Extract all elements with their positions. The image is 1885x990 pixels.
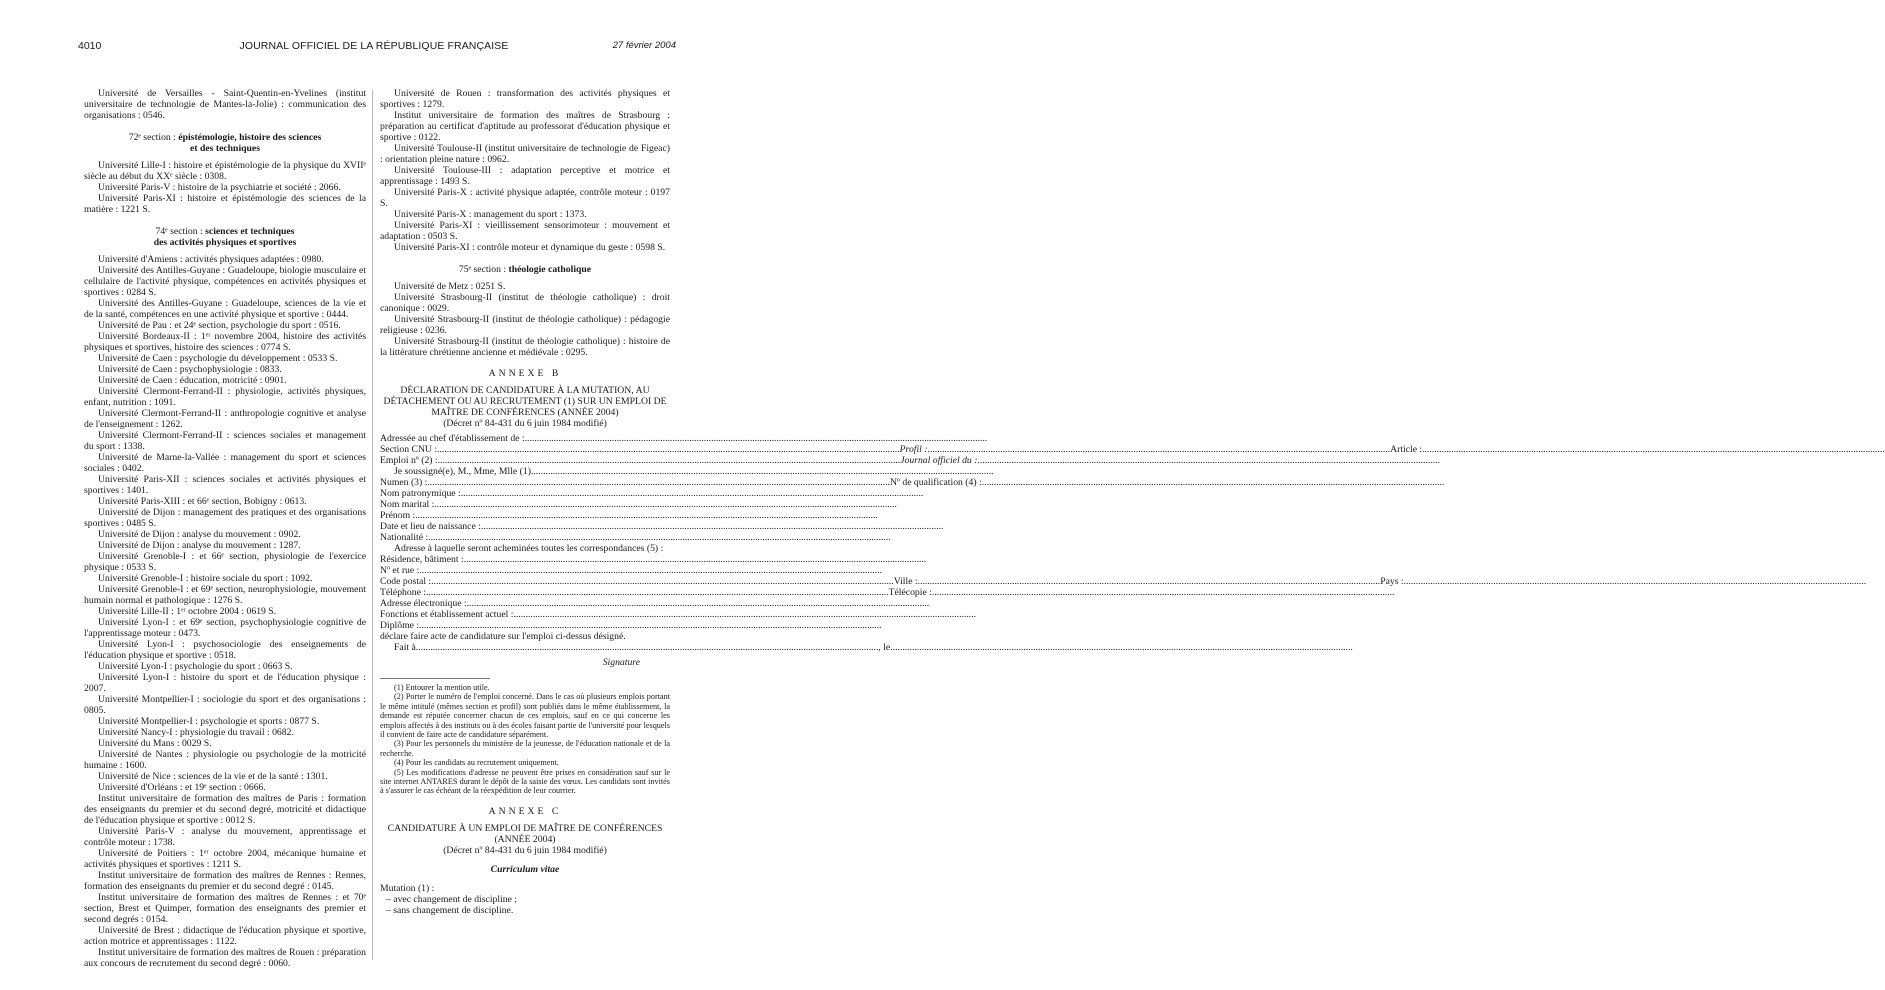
list-item: Université Paris-XI : vieillissement sensorimoteur : mouvement et adaptation : 0503 S. [380,220,670,242]
annexe-b-title: DÉCLARATION DE CANDIDATURE À LA MUTATION, AU DÉTACHEMENT OU AU RECRUTEMENT (1) SUR UN EMPLOI DE MAÎTRE DE CONFÉRENCES (ANNÉE 2004) [383,385,667,418]
form-line-fait-a: Fait à ............................................................................................................................................................................................... , le ............................................................................................................................................................................................... [394,642,1353,653]
footnote-rule [380,678,490,679]
list-item: Université de Dijon : analyse du mouvement : 1287. [98,540,301,551]
paragraph: Université de Versailles - Saint-Quentin-en-Yvelines (institut universitaire de technologie de Mantes-la-Jolie) : communication des organisations : 0546. [84,88,366,121]
form-line-diplome: Diplôme : ............................................................................................................................................................................................... [380,620,882,631]
mutation-label: Mutation (1) : [380,882,435,894]
list-item: Université Paris-XI : histoire et épistémologie des sciences de la matière : 1221 S. [84,193,366,215]
form-line-emploi: Emploi nº (2) : ............................................................................................................................................................................................... Journal officiel du : ............................................................................................................................................................................................... [380,455,1440,466]
right-column [380,88,1885,916]
form-line-adresse-correspondance: Adresse à laquelle seront acheminées toutes les correspondances (5) : [394,543,664,554]
list-item: Université Lyon-I : psychosociologie des enseignements de l'éducation physique et sportive : 0518. [84,639,366,661]
list-item: Université de Metz : 0251 S. [394,281,506,292]
footnote: (5) Les modifications d'adresse ne peuvent être prises en considération sauf sur le site internet ANTARES durant le dépôt de la saisie des vœux. Les candidats sont invités à s'assurer le cas échéant de la réexpédition de leur courrier. [380,767,670,796]
form-line-telephone: Téléphone : ............................................................................................................................................................................................... Télécopie : ............................................................................................................................................................................................... [380,587,1395,598]
section-72-list [84,160,366,215]
list-item: Université Strasbourg-II (institut de théologie catholique) : histoire de la littérature chrétienne ancienne et médiévale : 0295. [380,336,670,358]
list-item: Université d'Amiens : activités physiques adaptées : 0980. [98,254,324,265]
form-line-nationalite: Nationalité : ............................................................................................................................................................................................... [380,532,891,543]
form-line-nom-patronymique: Nom patronymique : ............................................................................................................................................................................................... [380,488,924,499]
section-74-continued-list [380,88,670,253]
list-item: Université Paris-V : histoire de la psychiatrie et société : 2066. [98,182,341,193]
list-item: Université des Antilles-Guyane : Guadeloupe, biologie musculaire et cellulaire de l'activité physique, compétences en activités physiques et sportives : 0284 S. [84,265,366,298]
form-line-residence: Résidence, bâtiment : ............................................................................................................................................................................................... [380,554,927,565]
annexe-b-decree: (Décret nº 84-431 du 6 juin 1984 modifié) [443,418,607,429]
list-item: Université Paris-V : analyse du mouvement, apprentissage et contrôle moteur : 1738. [84,826,366,848]
form-line-soussigne: Je soussigné(e), M., Mme, Mlle (1) ............................................................................................................................................................................................... [394,466,994,477]
left-column [84,88,366,969]
form-line-email: Adresse électronique : ............................................................................................................................................................................................... [380,598,930,609]
list-item: Université Lille-II : 1ᵉʳ octobre 2004 : 0619 S. [98,606,277,617]
form-line-rue: Nº et rue : ............................................................................................................................................................................................... [380,565,882,576]
list-item: Université Toulouse-II (institut universitaire de technologie de Figeac) : orientation pleine nature : 0962. [380,143,670,165]
form-line-adresse-chef: Adressée au chef d'établissement de : ............................................................................................................................................................................................... [380,433,988,444]
list-item: Université Strasbourg-II (institut de théologie catholique) : pédagogie religieuse : 0236. [380,314,670,336]
form-declaration: déclare faire acte de candidature sur l'emploi ci-dessus désigné. [380,631,626,642]
list-item: Université de Dijon : analyse du mouvement : 0902. [98,529,301,540]
list-item: Université Paris-X : activité physique adaptée, contrôle moteur : 0197 S. [380,187,670,209]
form-line-nom-marital: Nom marital : ............................................................................................................................................................................................... [380,499,897,510]
annexe-c-title: CANDIDATURE À UN EMPLOI DE MAÎTRE DE CONFÉRENCES (ANNÉE 2004) [387,822,663,845]
form-line-code-postal: Code postal : ............................................................................................................................................................................................... Ville : ............................................................................................................................................................................................... Pays : ............................................................................................................................................................................................... [380,576,1867,587]
list-item: Université des Antilles-Guyane : Guadeloupe, sciences de la vie et de la santé, compétences en une activité physique et sportive : 0444. [84,298,366,320]
list-item: Université de Marne-la-Vallée : management du sport et sciences sociales : 0402. [84,452,366,474]
list-item: Université Grenoble-I : et 69ᵉ section, neurophysiologie, mouvement humain normal et pathologique : 1276 S. [84,584,366,606]
list-item: Institut universitaire de formation des maîtres de Rouen : préparation aux concours de recrutement du second degré : 0060. [84,947,366,969]
list-item: Université Lille-I : histoire et épistémologie de la physique du XVIIᵉ siècle au début du XXᵉ siècle : 0308. [84,160,366,182]
list-item: Université de Rouen : transformation des activités physiques et sportives : 1279. [380,88,670,110]
column-divider [372,90,373,960]
annexe-c-decree: (Décret nº 84-431 du 6 juin 1984 modifié) [443,844,607,856]
form-line-section: Section CNU : ............................................................................................................................................................................................... Profil : ............................................................................................................................................................................................... Article : ............................................................................................................................................................................................... [380,444,1885,455]
section-heading-75: 75ᵉ section : théologie catholique [458,264,592,275]
page-header [0,40,748,54]
list-item: Université Montpellier-I : psychologie et sports : 0877 S. [98,716,320,727]
section-heading-72: 72ᵉ section : épistémologie, histoire des sciences et des techniques [128,132,322,154]
list-item: Université Paris-X : management du sport : 1373. [394,209,587,220]
footnote: (4) Pour les candidats au recrutement uniquement. [394,758,559,768]
list-item: Université de Caen : éducation, motricité : 0901. [98,375,287,386]
footnote: (3) Pour les personnels du ministère de la jeunesse, de l'éducation nationale et de la recherche. [380,739,670,758]
form-line-numen: Numen (3) : ............................................................................................................................................................................................... Nº de qualification (4) : ............................................................................................................................................................................................... [380,477,1445,488]
list-item: Université Lyon-I : psychologie du sport : 0663 S. [98,661,293,672]
list-item: Université Strasbourg-II (institut de théologie catholique) : droit canonique : 0029. [380,292,670,314]
candidature-form [380,433,1885,668]
list-item: Université de Brest : didactique de l'éducation physique et sportive, action motrice et apprentissages : 1122. [84,925,366,947]
list-item: Institut universitaire de formation des maîtres de Rennes : et 70ᵉ section, Brest et Quimper, formation des enseignants des premier et second degrés : 0154. [84,892,366,925]
list-item: Institut universitaire de formation des maîtres de Strasbourg : préparation au certificat d'aptitude au professorat d'éducation physique et sportive : 0122. [380,110,670,143]
list-item: Université Grenoble-I : histoire sociale du sport : 1092. [98,573,313,584]
list-item: Université de Nantes : physiologie ou psychologie de la motricité humaine : 1600. [84,749,366,771]
section-74-list [84,254,366,969]
annexe-c-label: ANNEXE C [488,805,562,817]
form-line-fonctions: Fonctions et établissement actuel : ............................................................................................................................................................................................... [380,609,977,620]
section-heading-74: 74ᵉ section : sciences et techniques des activités physiques et sportives [153,226,297,248]
list-item: Université Lyon-I : histoire du sport et de l'éducation physique : 2007. [84,672,366,694]
list-item: Institut universitaire de formation des maîtres de Paris : formation des enseignants du premier et du second degré, motricité et didactique de l'éducation physique et sportive : 0012 S. [84,793,366,826]
list-item: Université Lyon-I : et 69ᵉ section, psychophysiologie cognitive de l'apprentissage moteur : 0473. [84,617,366,639]
page-number: 4010 [78,40,102,52]
mutation-option: – avec changement de discipline ; [386,893,517,905]
list-item: Université Toulouse-III : adaptation perceptive et motrice et apprentissage : 1493 S. [380,165,670,187]
list-item: Université d'Orléans : et 19ᵉ section : 0666. [98,782,266,793]
annexe-b-label: ANNEXE B [488,368,562,379]
form-line-naissance: Date et lieu de naissance : ............................................................................................................................................................................................... [380,521,944,532]
list-item: Université Clermont-Ferrand-II : anthropologie cognitive et analyse de l'enseignement : 1262. [84,408,366,430]
footnote: (1) Entourer la mention utile. [394,683,490,692]
list-item: Université Clermont-Ferrand-II : sciences sociales et management du sport : 1338. [84,430,366,452]
list-item: Université du Mans : 0029 S. [98,738,212,749]
mutation-option: – sans changement de discipline. [386,904,514,916]
section-75-list [380,281,670,358]
list-item: Université de Caen : psychophysiologie : 0833. [98,364,282,375]
curriculum-vitae-heading: Curriculum vitae [490,863,560,875]
list-item: Université de Caen : psychologie du développement : 0533 S. [98,353,338,364]
list-item: Université de Nice : sciences de la vie et de la santé : 1301. [98,771,328,782]
list-item: Université Bordeaux-II : 1ᵉʳ novembre 2004, histoire des activités physiques et sportives, histoire des sciences : 0774 S. [84,331,366,353]
list-item: Université de Poitiers : 1ᵉʳ octobre 2004, mécanique humaine et activités physiques et sportives : 1211 S. [84,848,366,870]
list-item: Université de Pau : et 24ᵉ section, psychologie du sport : 0516. [98,320,341,331]
list-item: Université de Dijon : management des pratiques et des organisations sportives : 0485 S. [84,507,366,529]
list-item: Université Clermont-Ferrand-II : physiologie, activités physiques, enfant, nutrition : 1091. [84,386,366,408]
signature-label: Signature [602,657,640,668]
journal-title: JOURNAL OFFICIEL DE LA RÉPUBLIQUE FRANÇAISE [239,40,509,52]
list-item: Université Nancy-I : physiologie du travail : 0682. [98,727,294,738]
footnote: (2) Porter le numéro de l'emploi concerné. Dans le cas où plusieurs emplois portant le même intitulé (mêmes section et profil) sont publiés dans le même établissement, la demande est réputée concerner chacun de ces emplois, sauf en ce qui concerne les emplois affectés à des instituts ou à des écoles faisant partie de l'université pour lesquels il convient de faire acte de candidature séparément. [380,692,670,740]
list-item: Université Grenoble-I : et 66ᵉ section, physiologie de l'exercice physique : 0533 S. [84,551,366,573]
list-item: Université Paris-XIII : et 66ᵉ section, Bobigny : 0613. [98,496,307,507]
list-item: Université Paris-XII : sciences sociales et activités physiques et sportives : 1401. [84,474,366,496]
list-item: Université Paris-XI : contrôle moteur et dynamique du geste : 0598 S. [394,242,666,253]
form-line-prenom: Prénom : ............................................................................................................................................................................................... [380,510,878,521]
list-item: Université Montpellier-I : sociologie du sport et des organisations : 0805. [84,694,366,716]
footnotes [380,683,670,796]
list-item: Institut universitaire de formation des maîtres de Rennes : Rennes, formation des enseignants du premier et du second degré : 0145. [84,870,366,892]
issue-date: 27 février 2004 [612,40,676,51]
